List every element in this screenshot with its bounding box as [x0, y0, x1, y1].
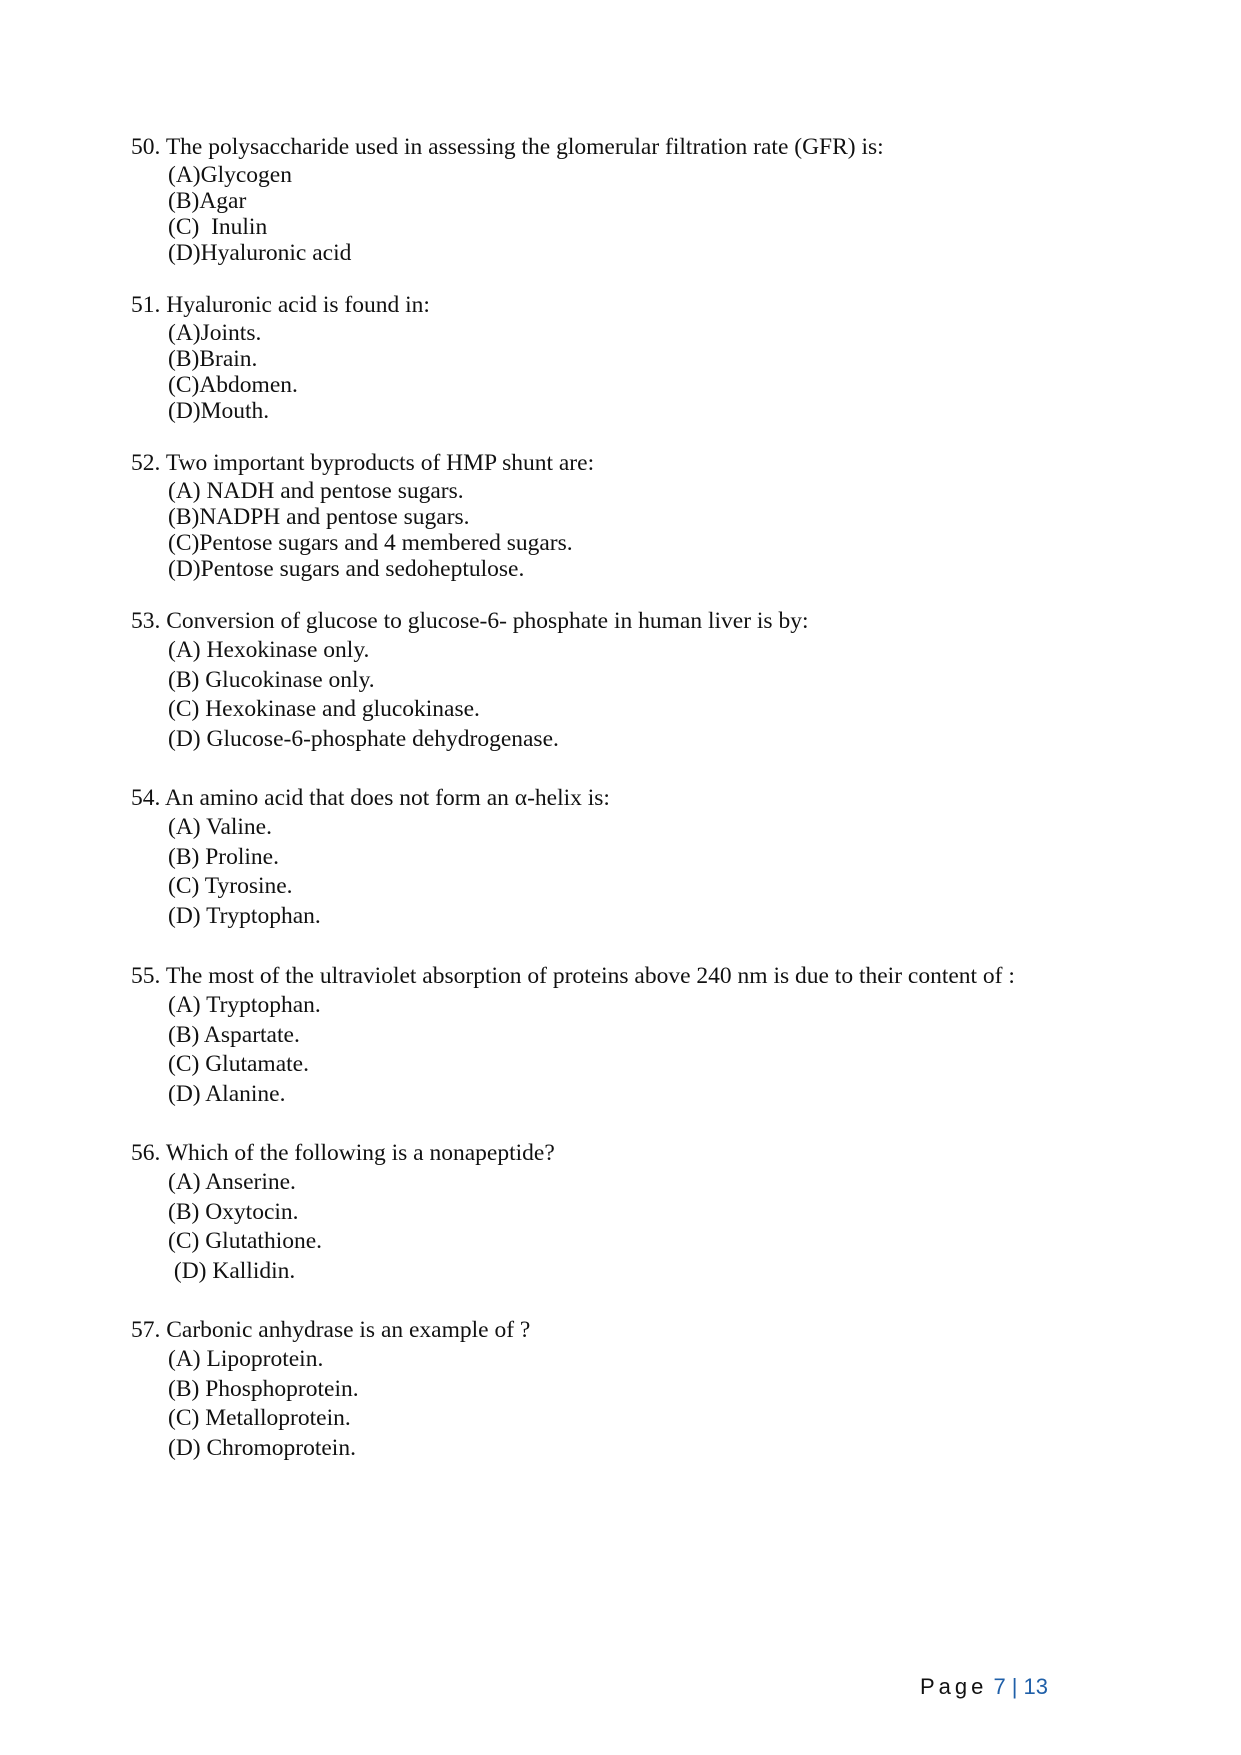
question-55	[131, 962, 1015, 1109]
option-b: (B) Oxytocin.	[168, 1198, 299, 1225]
question-51	[131, 291, 430, 424]
option-d: (D) Chromoprotein.	[168, 1434, 356, 1461]
option-d: (D) Alanine.	[168, 1080, 286, 1107]
option-d: (D)Mouth.	[168, 398, 270, 424]
option-c: (C) Inulin	[168, 214, 268, 240]
question-text: 56. Which of the following is a nonapeptide?	[131, 1140, 555, 1166]
option-c: (C) Hexokinase and glucokinase.	[168, 696, 480, 722]
option-a: (A) Tryptophan.	[168, 992, 321, 1018]
option-b: (B) Proline.	[168, 843, 279, 870]
option-b: (B) Phosphoprotein.	[168, 1375, 359, 1402]
page-number: 7	[993, 1674, 1006, 1699]
question-text: 53. Conversion of glucose to glucose-6- phosphate in human liver is by:	[131, 608, 809, 634]
option-d: (D)Hyaluronic acid	[168, 240, 352, 266]
page-separator: |	[1011, 1674, 1018, 1699]
option-a: (A)Glycogen	[168, 162, 292, 188]
option-list	[131, 320, 430, 424]
question-54	[131, 784, 610, 931]
page-footer	[920, 1674, 1048, 1700]
option-c: (C)Pentose sugars and 4 membered sugars.	[168, 530, 573, 556]
option-b: (B) Glucokinase only.	[168, 666, 375, 693]
page-total: 13	[1023, 1674, 1048, 1699]
option-a: (A) Hexokinase only.	[168, 637, 370, 663]
option-list	[131, 991, 1015, 1109]
option-list	[131, 478, 594, 582]
question-text: 52. Two important byproducts of HMP shunt are:	[131, 450, 595, 476]
option-list	[131, 636, 808, 754]
option-c: (C)Abdomen.	[168, 372, 298, 398]
option-c: (C) Glutamate.	[168, 1051, 309, 1077]
option-b: (B)Agar	[168, 188, 247, 214]
option-b: (B)NADPH and pentose sugars.	[168, 504, 470, 530]
option-a: (A) Lipoprotein.	[168, 1346, 324, 1372]
option-b: (B) Aspartate.	[168, 1021, 300, 1048]
option-list	[131, 1345, 530, 1463]
question-text: 57. Carbonic anhydrase is an example of ?	[131, 1317, 531, 1343]
question-50	[131, 133, 884, 266]
question-53	[131, 607, 808, 754]
option-c: (C) Metalloprotein.	[168, 1405, 351, 1431]
option-a: (A) Valine.	[168, 814, 272, 840]
option-a: (A)Joints.	[168, 320, 262, 346]
question-57	[131, 1316, 530, 1463]
option-c: (C) Glutathione.	[168, 1228, 323, 1254]
option-c: (C) Tyrosine.	[168, 873, 293, 899]
option-d: (D) Tryptophan.	[168, 902, 321, 929]
question-text: 55. The most of the ultraviolet absorption of proteins above 240 nm is due to their content of :	[131, 963, 1015, 989]
page-label: Page	[920, 1674, 988, 1699]
question-text: 50. The polysaccharide used in assessing the glomerular filtration rate (GFR) is:	[131, 134, 884, 160]
option-b: (B)Brain.	[168, 346, 258, 372]
option-d: (D) Glucose-6-phosphate dehydrogenase.	[168, 725, 559, 752]
option-list	[131, 1168, 555, 1286]
question-text: 51. Hyaluronic acid is found in:	[131, 292, 430, 318]
question-52	[131, 449, 594, 582]
option-a: (A) NADH and pentose sugars.	[168, 478, 464, 504]
question-text: 54. An amino acid that does not form an α-helix is:	[131, 785, 610, 811]
question-56	[131, 1139, 555, 1286]
option-d: (D) Kallidin.	[168, 1257, 296, 1284]
option-list	[131, 813, 610, 931]
option-list	[131, 162, 884, 266]
option-d: (D)Pentose sugars and sedoheptulose.	[168, 556, 525, 582]
option-a: (A) Anserine.	[168, 1169, 296, 1195]
